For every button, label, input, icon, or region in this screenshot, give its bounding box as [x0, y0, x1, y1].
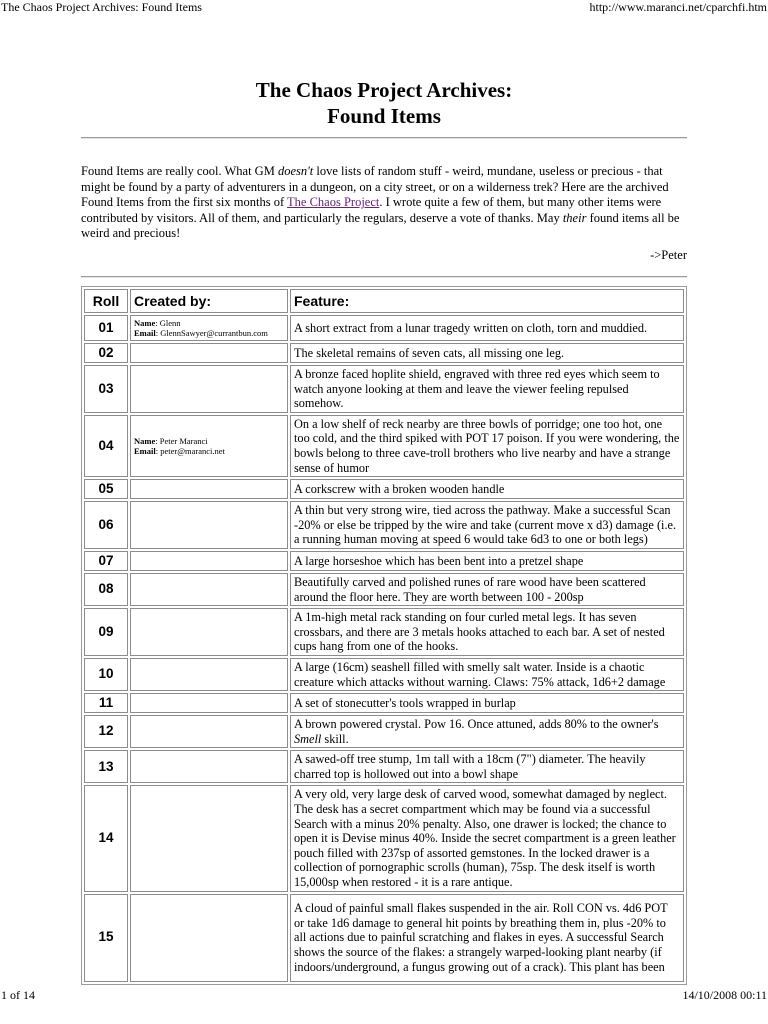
- table-row: [84, 715, 684, 748]
- table-row: [84, 573, 684, 606]
- feature-cell: A large (16cm) seashell filled with smelly salt water. Inside is a chaotic creature which attacks without warning. Claws: 75% attack, 1d6+2 damage: [290, 658, 684, 691]
- creator-cell: [130, 365, 288, 413]
- horizontal-rule-2: [81, 276, 687, 278]
- creator-cell: [130, 894, 288, 982]
- roll-number: 08: [84, 573, 128, 606]
- print-footer-timestamp: 14/10/2008 00:11: [682, 988, 767, 1002]
- table-row: [84, 501, 684, 549]
- roll-number: 09: [84, 608, 128, 656]
- creator-name-value: : Glenn: [155, 318, 181, 328]
- feature-cell: A cloud of painful small flakes suspended in the air. Roll CON vs. 4d6 POT or take 1d6 damage to general hit points by breathing them in, plus -20% to all actions due to painful scratching and flakes in eyes. A successful Search shows the source of the flakes: a strangely warped-looking plant nearby (if indoors/underground, a fungus growing out of a crack). This plant has been: [290, 894, 684, 982]
- roll-number: 04: [84, 415, 128, 477]
- creator-email-label: Email: [134, 328, 156, 338]
- creator-email: [134, 446, 284, 456]
- header-roll: Roll: [84, 289, 128, 313]
- creator-cell: [130, 415, 288, 477]
- creator-cell: [130, 501, 288, 549]
- roll-number: 15: [84, 894, 128, 982]
- table-row: [84, 551, 684, 571]
- creator-cell: [130, 785, 288, 891]
- creator-cell: [130, 608, 288, 656]
- horizontal-rule: [81, 137, 687, 139]
- print-header-url: http://www.maranci.net/cparchfi.htm: [589, 0, 767, 14]
- roll-number: 12: [84, 715, 128, 748]
- creator-cell: [130, 315, 288, 341]
- intro-paragraph: [81, 164, 687, 242]
- creator-email: [134, 328, 284, 338]
- print-footer: [0, 986, 768, 1004]
- feature-cell: [290, 715, 684, 748]
- creator-email-label: Email: [134, 445, 156, 456]
- feature-cell: On a low shelf of reck nearby are three bowls of porridge; one too hot, one too cold, and the third spiked with POT 17 poison. If you were wondering, the bowls belong to three cave-troll brothers who live nearby and have a strange sense of humor: [290, 415, 684, 477]
- table-row: [84, 750, 684, 783]
- signoff: ->Peter: [650, 248, 687, 262]
- creator-name-label: Name: [134, 318, 156, 328]
- feature-cell: The skeletal remains of seven cats, all missing one leg.: [290, 343, 684, 363]
- page-title-line2: Found Items: [327, 104, 441, 128]
- intro-text-2: love lists of random stuff - weird, mundane, useless or precious - that might be found by a party of adventurers in a dungeon, on a city street, or on a wilderness trek? Here are the archived Found Items from the first six months of: [81, 164, 669, 209]
- table-row: [84, 479, 684, 499]
- feature-cell: A thin but very strong wire, tied across the pathway. Make a successful Scan -20% or else be tripped by the wire and take (current move x d3) damage (i.e. a running human moving at speed 6 would take 6d3 to one or both legs): [290, 501, 684, 549]
- print-header-title: The Chaos Project Archives: Found Items: [1, 0, 202, 14]
- feature-cell: A set of stonecutter's tools wrapped in burlap: [290, 693, 684, 713]
- creator-cell: [130, 551, 288, 571]
- table-row: [84, 365, 684, 413]
- roll-number: 03: [84, 365, 128, 413]
- roll-number: 10: [84, 658, 128, 691]
- table-row: [84, 608, 684, 656]
- chaos-project-link[interactable]: The Chaos Project: [287, 195, 380, 209]
- creator-cell: [130, 573, 288, 606]
- header-feature: Feature:: [290, 289, 684, 313]
- creator-cell: [130, 658, 288, 691]
- found-items-table: [81, 286, 687, 985]
- intro-emphasis-1: doesn't: [277, 164, 314, 178]
- intro-emphasis-2: their: [562, 210, 587, 225]
- table-row: [84, 415, 684, 477]
- page-title: [0, 77, 768, 129]
- table-row: [84, 343, 684, 363]
- table-body: [84, 315, 684, 982]
- table-row: [84, 693, 684, 713]
- feature-cell: A bronze faced hoplite shield, engraved with three red eyes which seem to watch anyone looking at them and leave the viewer feeling repulsed somehow.: [290, 365, 684, 413]
- feature-cell: A large horseshoe which has been bent into a pretzel shape: [290, 551, 684, 571]
- creator-name-value: : Peter Maranci: [155, 435, 208, 446]
- table-row: [84, 894, 684, 982]
- page-title-line1: The Chaos Project Archives:: [255, 78, 513, 102]
- intro-text-4: found items all be weird and precious!: [81, 210, 680, 240]
- print-header: [0, 0, 768, 16]
- roll-number: 05: [84, 479, 128, 499]
- feature-emphasis: Smell: [294, 731, 322, 746]
- table-row: [84, 658, 684, 691]
- feature-cell: A sawed-off tree stump, 1m tall with a 18cm (7") diameter. The heavily charred top is hollowed out into a bowl shape: [290, 750, 684, 783]
- intro-text-3: . I wrote quite a few of them, but many other items were contributed by visitors. All of them, and particularly the regulars, deserve a vote of thanks. May: [81, 195, 662, 225]
- table-row: [84, 315, 684, 341]
- creator-cell: [130, 693, 288, 713]
- roll-number: 06: [84, 501, 128, 549]
- feature-cell: A 1m-high metal rack standing on four curled metal legs. It has seven crossbars, and there are 3 metals hooks attached to each bar. A set of nested cups hang from one of the hooks.: [290, 608, 684, 656]
- header-created-by: Created by:: [130, 289, 288, 313]
- roll-number: 11: [84, 693, 128, 713]
- table-header-row: [84, 289, 684, 313]
- creator-cell: [130, 343, 288, 363]
- creator-email-value: : GlennSawyer@currantbun.com: [155, 328, 268, 338]
- table-row: [84, 785, 684, 891]
- print-footer-page: 1 of 14: [1, 988, 35, 1002]
- roll-number: 14: [84, 785, 128, 891]
- roll-number: 02: [84, 343, 128, 363]
- creator-email-value: : peter@maranci.net: [155, 445, 225, 456]
- intro-text-1: Found Items are really cool. What GM: [81, 164, 278, 178]
- feature-text-end: skill.: [321, 731, 349, 746]
- roll-number: 13: [84, 750, 128, 783]
- feature-text: A brown powered crystal. Pow 16. Once attuned, adds 80% to the owner's: [294, 717, 659, 732]
- feature-cell: A very old, very large desk of carved wood, somewhat damaged by neglect. The desk has a secret compartment which may be found via a successful Search with a minus 20% penalty. Also, one drawer is locked; the chance to open it is Devise minus 40%. Inside the secret compartment is a green leather pouch filled with 237sp of assorted gemstones. In the locked drawer is a collection of pornographic scrolls (human), 75sp. The desk itself is worth 15,000sp when restored - it is a rare antique.: [290, 785, 684, 891]
- creator-name-label: Name: [134, 435, 156, 446]
- feature-cell: A corkscrew with a broken wooden handle: [290, 479, 684, 499]
- creator-cell: [130, 750, 288, 783]
- feature-cell: A short extract from a lunar tragedy written on cloth, torn and muddied.: [290, 315, 684, 341]
- roll-number: 07: [84, 551, 128, 571]
- creator-name: [134, 318, 284, 328]
- creator-cell: [130, 715, 288, 748]
- creator-name: [134, 436, 284, 446]
- roll-number: 01: [84, 315, 128, 341]
- feature-cell: Beautifully carved and polished runes of rare wood have been scattered around the floor here. They are worth between 100 - 200sp: [290, 573, 684, 606]
- creator-cell: [130, 479, 288, 499]
